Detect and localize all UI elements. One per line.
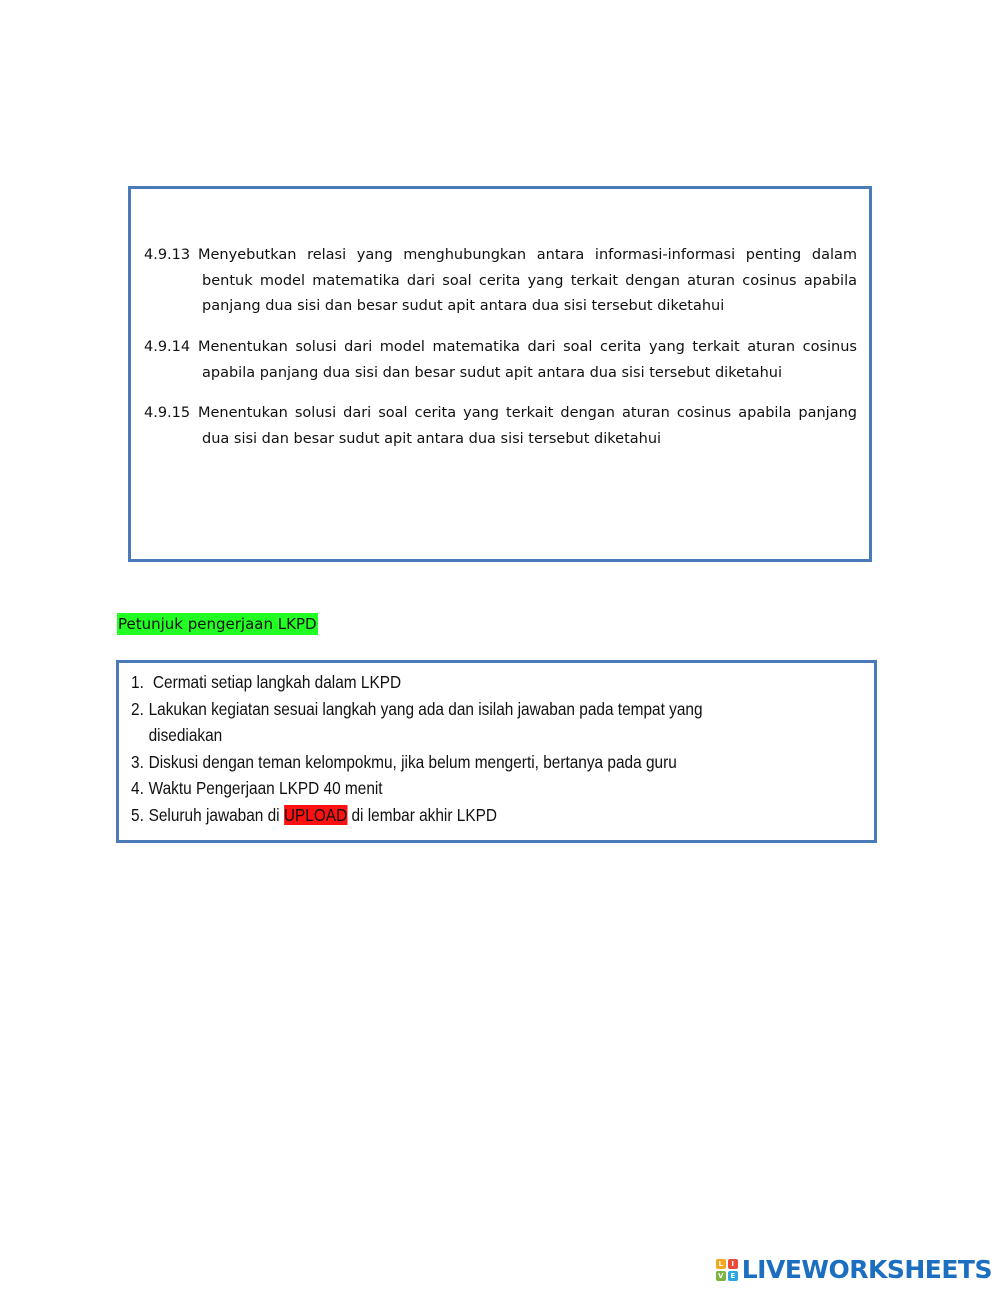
indicator-text: Menyebutkan relasi yang menghubungkan antara informasi-informasi penting dalam bentuk model matematika dari soal cerita yang terkait dengan aturan cosinus apabila panjang dua sisi dan besar sudut apit antara dua sisi tersebut diketahui — [198, 247, 857, 314]
indicator-item — [144, 335, 857, 386]
liveworksheets-logo-icon — [716, 1259, 738, 1281]
indicator-number: 4.9.13 — [144, 247, 191, 263]
step-text-before: Seluruh jawaban di — [148, 804, 284, 825]
step-number: 3. — [131, 751, 144, 772]
indicator-number: 4.9.14 — [144, 339, 191, 355]
step-number: 4. — [131, 778, 144, 798]
step-text-after: di lembar akhir LKPD — [347, 804, 497, 825]
logo-letter-i: I — [728, 1259, 738, 1269]
logo-letter-e: E — [728, 1271, 738, 1281]
step-text: Diskusi dengan teman kelompokmu, jika belum mengerti, bertanya pada guru — [148, 751, 677, 772]
step-text: Cermati setiap langkah dalam LKPD — [148, 672, 402, 692]
upload-highlight: UPLOAD — [283, 804, 348, 825]
instruction-step — [131, 669, 765, 696]
indicator-item — [144, 401, 857, 452]
indicator-text: Menentukan solusi dari model matematika dari soal cerita yang terkait aturan cosinus apabila panjang dua sisi dan besar sudut apit antara dua sisi tersebut diketahui — [198, 339, 857, 381]
instruction-step — [131, 696, 765, 749]
logo-letter-l: L — [716, 1259, 726, 1269]
step-text: Lakukan kegiatan sesuai langkah yang ada dan isilah jawaban pada tempat yang disediakan — [148, 698, 703, 745]
instructions-list — [131, 669, 765, 828]
brand-name: LIVEWORKSHEETS — [741, 1255, 992, 1284]
indicator-number: 4.9.15 — [144, 405, 191, 421]
instruction-step — [131, 749, 765, 776]
instructions-heading: Petunjuk pengerjaan LKPD — [118, 615, 317, 633]
instruction-step — [131, 802, 765, 829]
indicator-item — [144, 243, 857, 320]
instructions-box — [116, 660, 877, 843]
step-number: 2. — [131, 698, 144, 719]
step-number: 5. — [131, 804, 144, 825]
step-number: 1. — [131, 672, 144, 692]
instruction-step — [131, 775, 765, 802]
indicator-text: Menentukan solusi dari soal cerita yang terkait dengan aturan cosinus apabila panjang dua sisi dan besar sudut apit antara dua sisi tersebut diketahui — [198, 405, 857, 447]
step-text: Waktu Pengerjaan LKPD 40 menit — [148, 778, 383, 798]
logo-letter-v: V — [716, 1271, 726, 1281]
liveworksheets-brand — [716, 1255, 992, 1284]
learning-indicators-box — [128, 186, 872, 562]
